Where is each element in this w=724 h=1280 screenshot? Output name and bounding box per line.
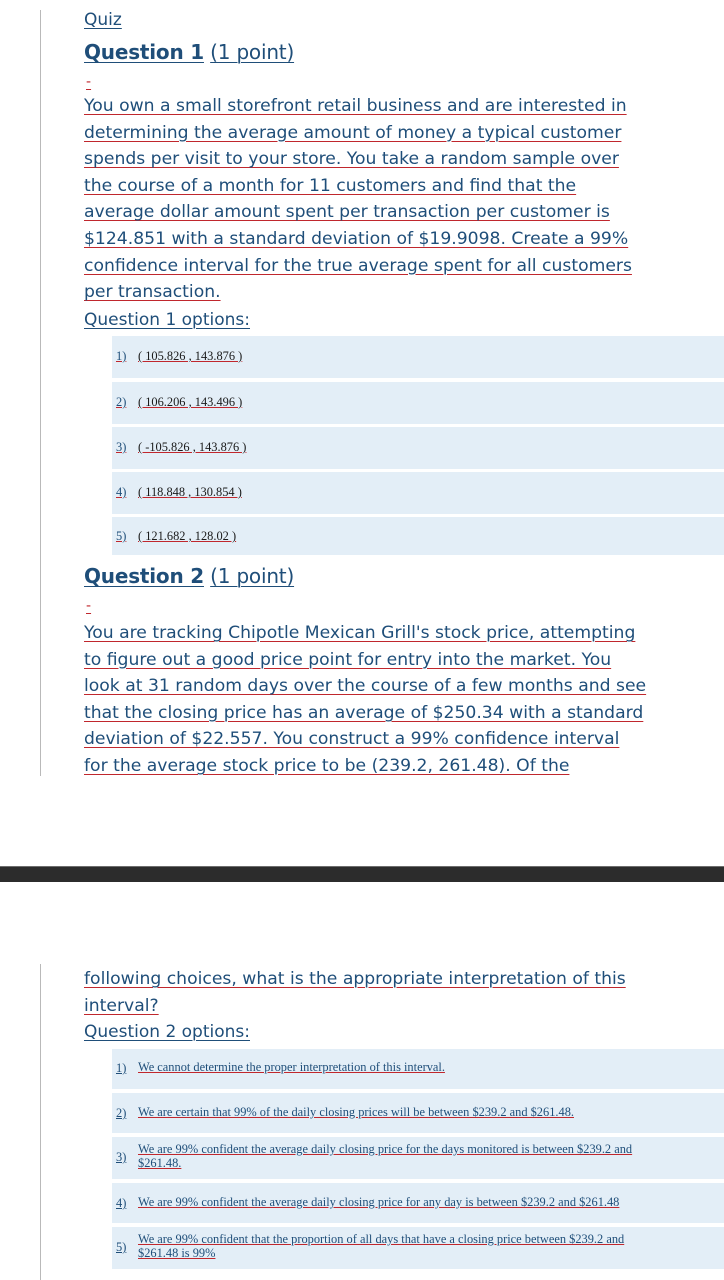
question-1-title: Question 1 (84, 40, 204, 64)
question-1-option-3[interactable] (112, 427, 724, 469)
prompt-line: spends per visit to your store. You take a random sample over (84, 149, 619, 170)
prompt-line: deviation of $22.557. You construct a 99% confidence interval (84, 729, 620, 750)
option-number: 2) (116, 1106, 127, 1120)
prompt-line: interval? (84, 995, 159, 1016)
prompt-line: You own a small storefront retail business and are interested in (84, 96, 627, 116)
option-text: ( 121.682 , 128.02 ) (138, 529, 237, 543)
prompt-line: following choices, what is the appropriate interpretation of this (84, 969, 626, 989)
left-margin-rule (40, 10, 41, 776)
question-2-option-2[interactable] (112, 1093, 724, 1133)
question-2-title: Question 2 (84, 564, 204, 588)
option-number: 3) (116, 440, 127, 454)
prompt-line: to figure out a good price point for entry into the market. You (84, 649, 612, 670)
question-2-options-label: Question 2 options: (84, 1022, 250, 1042)
option-number: 1) (116, 349, 127, 363)
question-2-prompt (84, 620, 654, 780)
option-text: ( -105.826 , 143.876 ) (138, 440, 247, 454)
question-2-option-4[interactable] (112, 1183, 724, 1223)
question-1-option-4[interactable] (112, 472, 724, 514)
option-text: We are 99% confident the average daily closing price for any day is between $239.2 and $261.48 (138, 1195, 620, 1209)
option-text-line-2: $261.48. (138, 1156, 182, 1170)
question-2-prompt-continued (84, 966, 654, 1019)
page-divider (0, 866, 724, 882)
option-number: 5) (116, 529, 127, 543)
prompt-line: average dollar amount spent per transaction per customer is (84, 202, 610, 223)
question-2-points: (1 point) (210, 564, 295, 588)
question-2-heading (84, 564, 294, 588)
question-1-options-label: Question 1 options: (84, 310, 250, 330)
question-1-prompt (84, 93, 654, 306)
option-number: 2) (116, 395, 127, 409)
option-text-line-1: We are 99% confident the average daily closing price for the days monitored is between $239.2 and (138, 1142, 633, 1156)
prompt-line: look at 31 random days over the course of a few months and see (84, 676, 647, 697)
prompt-line: for the average stock price to be (239.2, 261.48). Of the (84, 755, 570, 776)
option-number: 4) (116, 485, 127, 499)
option-text: ( 105.826 , 143.876 ) (138, 349, 243, 363)
option-text: ( 106.206 , 143.496 ) (138, 395, 243, 409)
prompt-line: that the closing price has an average of $250.34 with a standard (84, 702, 644, 723)
question-1-option-5[interactable] (112, 517, 724, 555)
option-text: We are certain that 99% of the daily closing prices will be between $239.2 and $261.48. (138, 1105, 574, 1119)
question-2-option-5[interactable] (112, 1227, 724, 1269)
option-text-line-1: We are 99% confident that the proportion of all days that have a closing price between $239.2 and (138, 1232, 625, 1246)
option-text: We cannot determine the proper interpretation of this interval. (138, 1060, 445, 1074)
question-1-marker: - (86, 74, 92, 90)
prompt-line: determining the average amount of money a typical customer (84, 122, 622, 143)
option-number: 1) (116, 1061, 127, 1075)
option-number: 5) (116, 1240, 127, 1254)
question-2-marker: - (86, 598, 92, 614)
prompt-line: per transaction. (84, 282, 221, 303)
question-1-option-2[interactable] (112, 382, 724, 424)
left-margin-rule (40, 964, 41, 1280)
question-2-option-1[interactable] (112, 1049, 724, 1089)
page-2 (0, 882, 724, 1280)
prompt-line: You are tracking Chipotle Mexican Grill's stock price, attempting (84, 623, 636, 643)
option-number: 4) (116, 1196, 127, 1210)
quiz-label: Quiz (84, 10, 122, 30)
option-text-line-2: $261.48 is 99% (138, 1246, 216, 1260)
question-2-option-3[interactable] (112, 1137, 724, 1179)
question-1-option-1[interactable] (112, 336, 724, 378)
question-1-points: (1 point) (210, 40, 295, 64)
option-number: 3) (116, 1150, 127, 1164)
prompt-line: confidence interval for the true average spent for all customers (84, 255, 632, 276)
prompt-line: $124.851 with a standard deviation of $19.9098. Create a 99% (84, 228, 629, 249)
question-1-heading (84, 40, 294, 64)
option-text: ( 118.848 , 130.854 ) (138, 485, 242, 499)
prompt-line: the course of a month for 11 customers and find that the (84, 175, 577, 196)
